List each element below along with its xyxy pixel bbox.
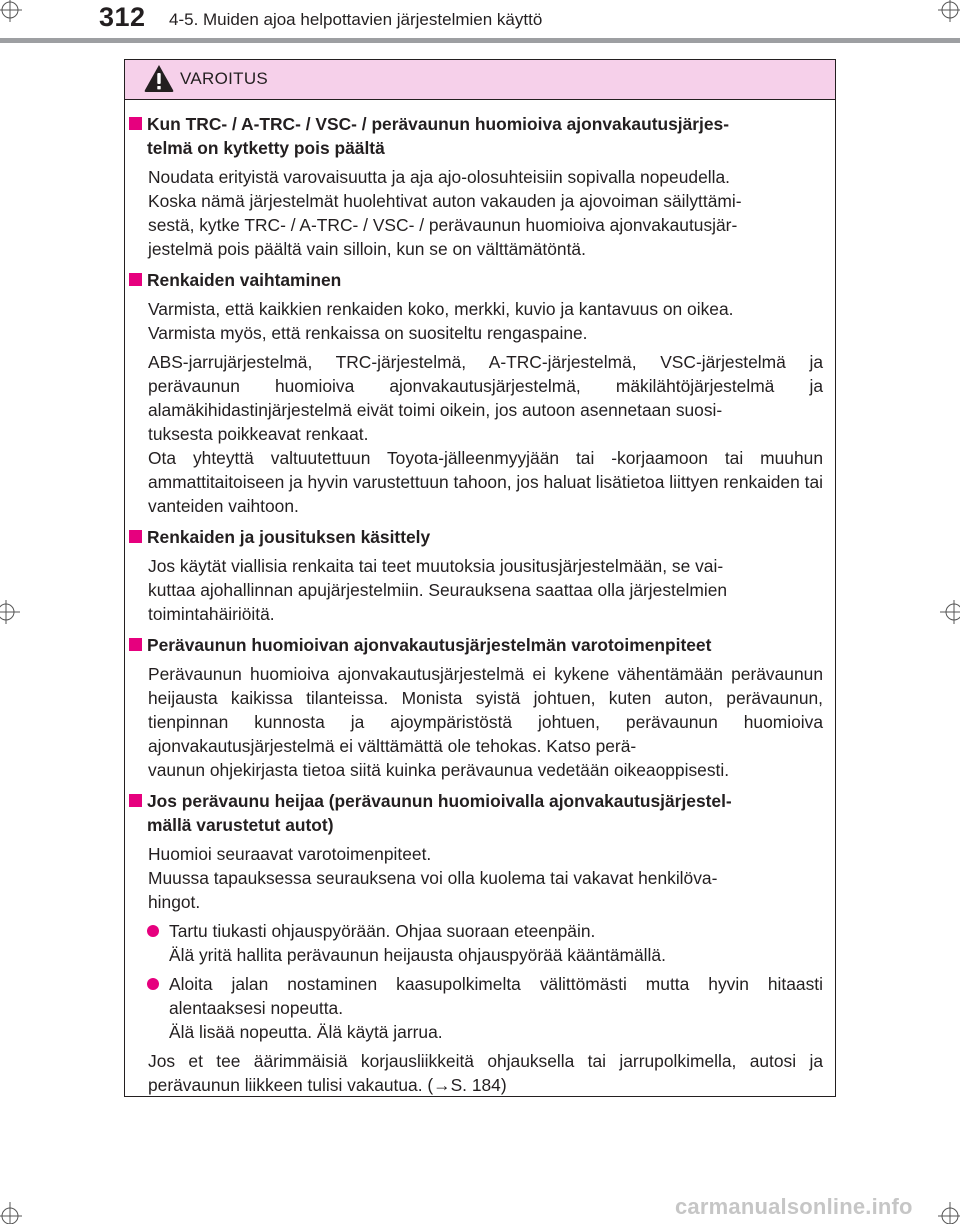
item-paragraph: Jos käytät viallisia renkaita tai teet muutoksia jousitusjärjestelmään, se vai- kuttaa ajohallinnan apujärjestelmiin. Seurauksena saattaa olla järjestelmien toimintahäiriöitä. [148, 556, 728, 624]
crop-mark-icon [0, 1194, 40, 1224]
crop-mark-icon [920, 0, 960, 40]
warning-body [125, 112, 835, 1104]
item-heading-text: Perävaunun huomioivan ajonvakautusjärjestelmän varotoimenpiteet [147, 635, 712, 655]
item-bullet-text: Tartu tiukasti ohjauspyörään. Ohjaa suoraan eteenpäin. Älä yritä hallita perävaunun heijausta ohjauspyörää kääntämällä. [169, 921, 666, 965]
item-bullet [125, 919, 835, 967]
item-heading-text: Renkaiden ja jousituksen käsittely [147, 527, 431, 547]
square-bullet-icon [129, 530, 142, 543]
square-bullet-icon [129, 794, 142, 807]
square-bullet-icon [129, 117, 142, 130]
round-bullet-icon [147, 978, 159, 990]
item-bullet-text: Aloita jalan nostaminen kaasupolkimelta välittömästi mutta hyvin hitaasti alentaaksesi nopeutta. Älä lisää nopeutta. Älä käytä jarrua. [169, 974, 823, 1042]
crop-mark-icon [0, 596, 24, 628]
warning-header [125, 60, 835, 100]
watermark: carmanualsonline.info [675, 1194, 913, 1219]
crop-mark-icon [920, 1194, 960, 1224]
page-number: 312 [99, 2, 146, 32]
item-paragraph: Noudata erityistä varovaisuutta ja aja ajo-olosuhteisiin sopivalla nopeudella. Koska nämä järjestelmät huolehtivat auton vakauden ja ajovoiman säilyttämi- sestä, kytke TRC- / A-TRC- / VSC- / perävaunun huomioiva ajonvakautusjär- jestelmä pois päältä vain silloin, kun se on välttämätöntä. [148, 167, 742, 259]
header-rule [0, 38, 960, 43]
item-bullet [125, 972, 835, 1044]
item-paragraph: Perävaunun huomioiva ajonvakautusjärjestelmä ei kykene vähentämään perävaunun heijausta kaikissa tilanteissa. Monista syistä johtuen, kuten auton, perävaunun, tienpinnan kunnosta ja ajoympäristöstä johtuen, perävaunun huomioiva ajonvakautusjärjestelmä ei välttämättä ole tehokas. Katso perä- vaunun ohjekirjasta tietoa siitä kuinka perävaunua vedetään oikeaoppisesti. [148, 664, 823, 780]
round-bullet-icon [147, 925, 159, 937]
section-title: 4-5. Muiden ajoa helpottavien järjestelmien käyttö [169, 10, 543, 29]
warning-item [125, 112, 835, 261]
warning-triangle-icon [143, 63, 175, 93]
item-paragraph: Huomioi seuraavat varotoimenpiteet. Muussa tapauksessa seurauksena voi olla kuolema tai vakavat henkilöva- hingot. [148, 844, 718, 912]
warning-item [125, 525, 835, 626]
item-heading-text: Renkaiden vaihtaminen [147, 270, 342, 290]
crop-mark-icon [936, 596, 960, 628]
item-heading [125, 789, 835, 837]
item-paragraph: Varmista, että kaikkien renkaiden koko, merkki, kuvio ja kantavuus on oikea. Varmista myös, että renkaissa on suositeltu rengaspaine. [148, 299, 734, 343]
item-heading [125, 268, 835, 292]
crop-mark-icon [0, 0, 40, 40]
square-bullet-icon [129, 273, 142, 286]
item-heading-text: Jos perävaunu heijaa (perävaunun huomioivalla ajonvakautusjärjestel- mällä varustetut autot) [147, 791, 732, 835]
item-paragraph: ABS-jarrujärjestelmä, TRC-järjestelmä, A-TRC-järjestelmä, VSC-järjestelmä ja perävaunun huomioiva ajonvakautusjärjestelmä, mäkilähtöjärjestelmä ja alamäkihidastinjärjestelmä eivät toimi oikein, jos autoon asennetaan suosi- tuksesta poikkeavat renkaat. Ota yhteyttä valtuutettuun Toyota-jälleenmyyjään tai -korjaamoon tai muuhun ammattitaitoiseen ja hyvin varustettuun tahoon, jos haluat lisätietoa liittyen renkaiden tai vanteiden vaihtoon. [148, 352, 823, 516]
item-heading [125, 112, 835, 160]
item-heading [125, 633, 835, 657]
warning-item [125, 789, 835, 1097]
item-heading-text: Kun TRC- / A-TRC- / VSC- / perävaunun huomioiva ajonvakautusjärjes- telmä on kytketty pois päältä [147, 114, 730, 158]
warning-box [124, 59, 836, 1097]
square-bullet-icon [129, 638, 142, 651]
warning-item [125, 633, 835, 782]
warning-title: VAROITUS [180, 69, 269, 88]
item-heading [125, 525, 835, 549]
item-closing: Jos et tee äärimmäisiä korjausliikkeitä ohjauksella tai jarrupolkimella, autosi ja perävaunun liikkeen tulisi vakautua. (→S. 184) [148, 1051, 823, 1095]
warning-item [125, 268, 835, 518]
